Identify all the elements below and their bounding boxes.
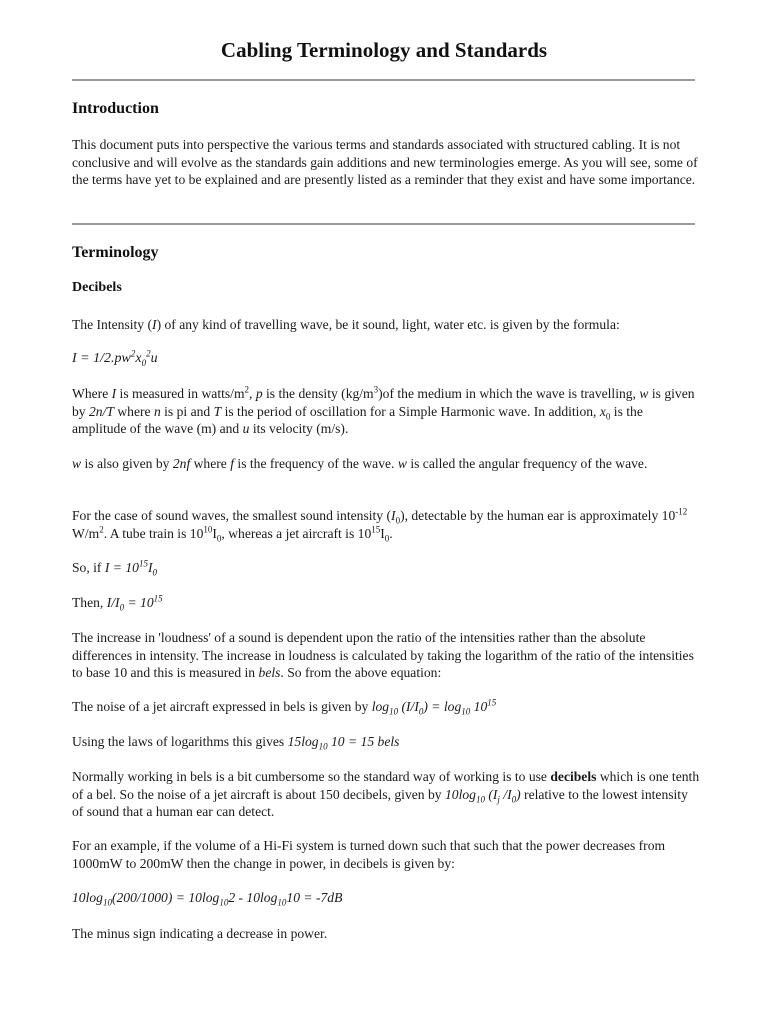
decibels-subheading: Decibels bbox=[72, 280, 122, 295]
divider bbox=[72, 79, 695, 81]
intensity-formula: $I = 1/2.pw^2x_0^2u$ bbox=[72, 348, 158, 368]
logarithm-laws-line: Using the laws of logarithms this gives $15\log_{10}$ 10 = 15 bels bbox=[72, 734, 400, 752]
angular-frequency-paragraph: w is also given by 2nf where f is the frequency of the wave. w is called the angular frequency of the wave. bbox=[72, 456, 648, 471]
terminology-heading: Terminology bbox=[72, 244, 159, 261]
document-title: Cabling Terminology and Standards bbox=[220, 38, 548, 62]
decibel-paragraph: Normally working in bels is a bit cumbersome so the standard way of working is to use decibels which is one tenth of a bel. So the noise of a jet aircraft is about 150 decibels, given by $10\log_{10}$ ($I_j$ $/I_0$) relative to the lowest intensity of sound that a human ear can detect. bbox=[72, 769, 700, 820]
divider bbox=[72, 223, 695, 225]
minus-sign-line: The minus sign indicating a decrease in power. bbox=[72, 926, 328, 941]
so-if-line: So, if $I = 10^{15}I_0$ bbox=[72, 558, 157, 578]
loudness-paragraph: The increase in 'loudness' of a sound is dependent upon the ratio of the intensities rather than the absolute differences in intensity. The increase in loudness is calculated by taking the logarithm of the ratio of the intensities to base 10 and this is measured in bels. So from the above equation: bbox=[72, 630, 694, 681]
introduction-heading: Introduction bbox=[72, 100, 159, 117]
sound-intensity-paragraph: For the case of sound waves, the smallest sound intensity $(I_0)$, detectable by the human ear is approximately $10^{-12}$ $W/m^2$. A tube train is $10^{10}I_0$, whereas a jet aircraft is $10^{15}I_0$. bbox=[72, 506, 688, 544]
jet-noise-line: The noise of a jet aircraft expressed in bels is given by $\log_{10} (I/I_0) = \log_{10} 10^{15}$ bbox=[72, 697, 497, 717]
where-paragraph: Where I is measured in watts/$m^2$, p is the density $(kg/m^3)of$ the medium in which the wave is travelling, w is given by 2n/T where n is pi and T is the period of oscillation for a Simple Harmonic wave. In addition, $x_0$ is the amplitude of the wave (m) and u its velocity (m/s). bbox=[72, 384, 695, 437]
power-change-equation: $10\log_{10}(200/1000) = 10\log_{10}2 - 10\log_{10}10 = -7dB$ bbox=[72, 890, 343, 908]
then-line: Then, $I/I_0 = 10^{15}$ bbox=[72, 593, 163, 613]
introduction-paragraph: This document puts into perspective the various terms and standards associated with structured cabling. It is not conclusive and will evolve as the standards gain additions and new terminologies emerge. As you will see, some of the terms have yet to be explained and are presently listed as a reminder that they exist and have some importance. bbox=[72, 137, 698, 188]
intensity-paragraph: The Intensity (I) of any kind of travelling wave, be it sound, light, water etc. is given by the formula: bbox=[72, 317, 620, 332]
hifi-paragraph: For an example, if the volume of a Hi-Fi system is turned down such that such that the power decreases from 1000mW to 200mW then the change in power, in decibels is given by: bbox=[72, 838, 666, 871]
